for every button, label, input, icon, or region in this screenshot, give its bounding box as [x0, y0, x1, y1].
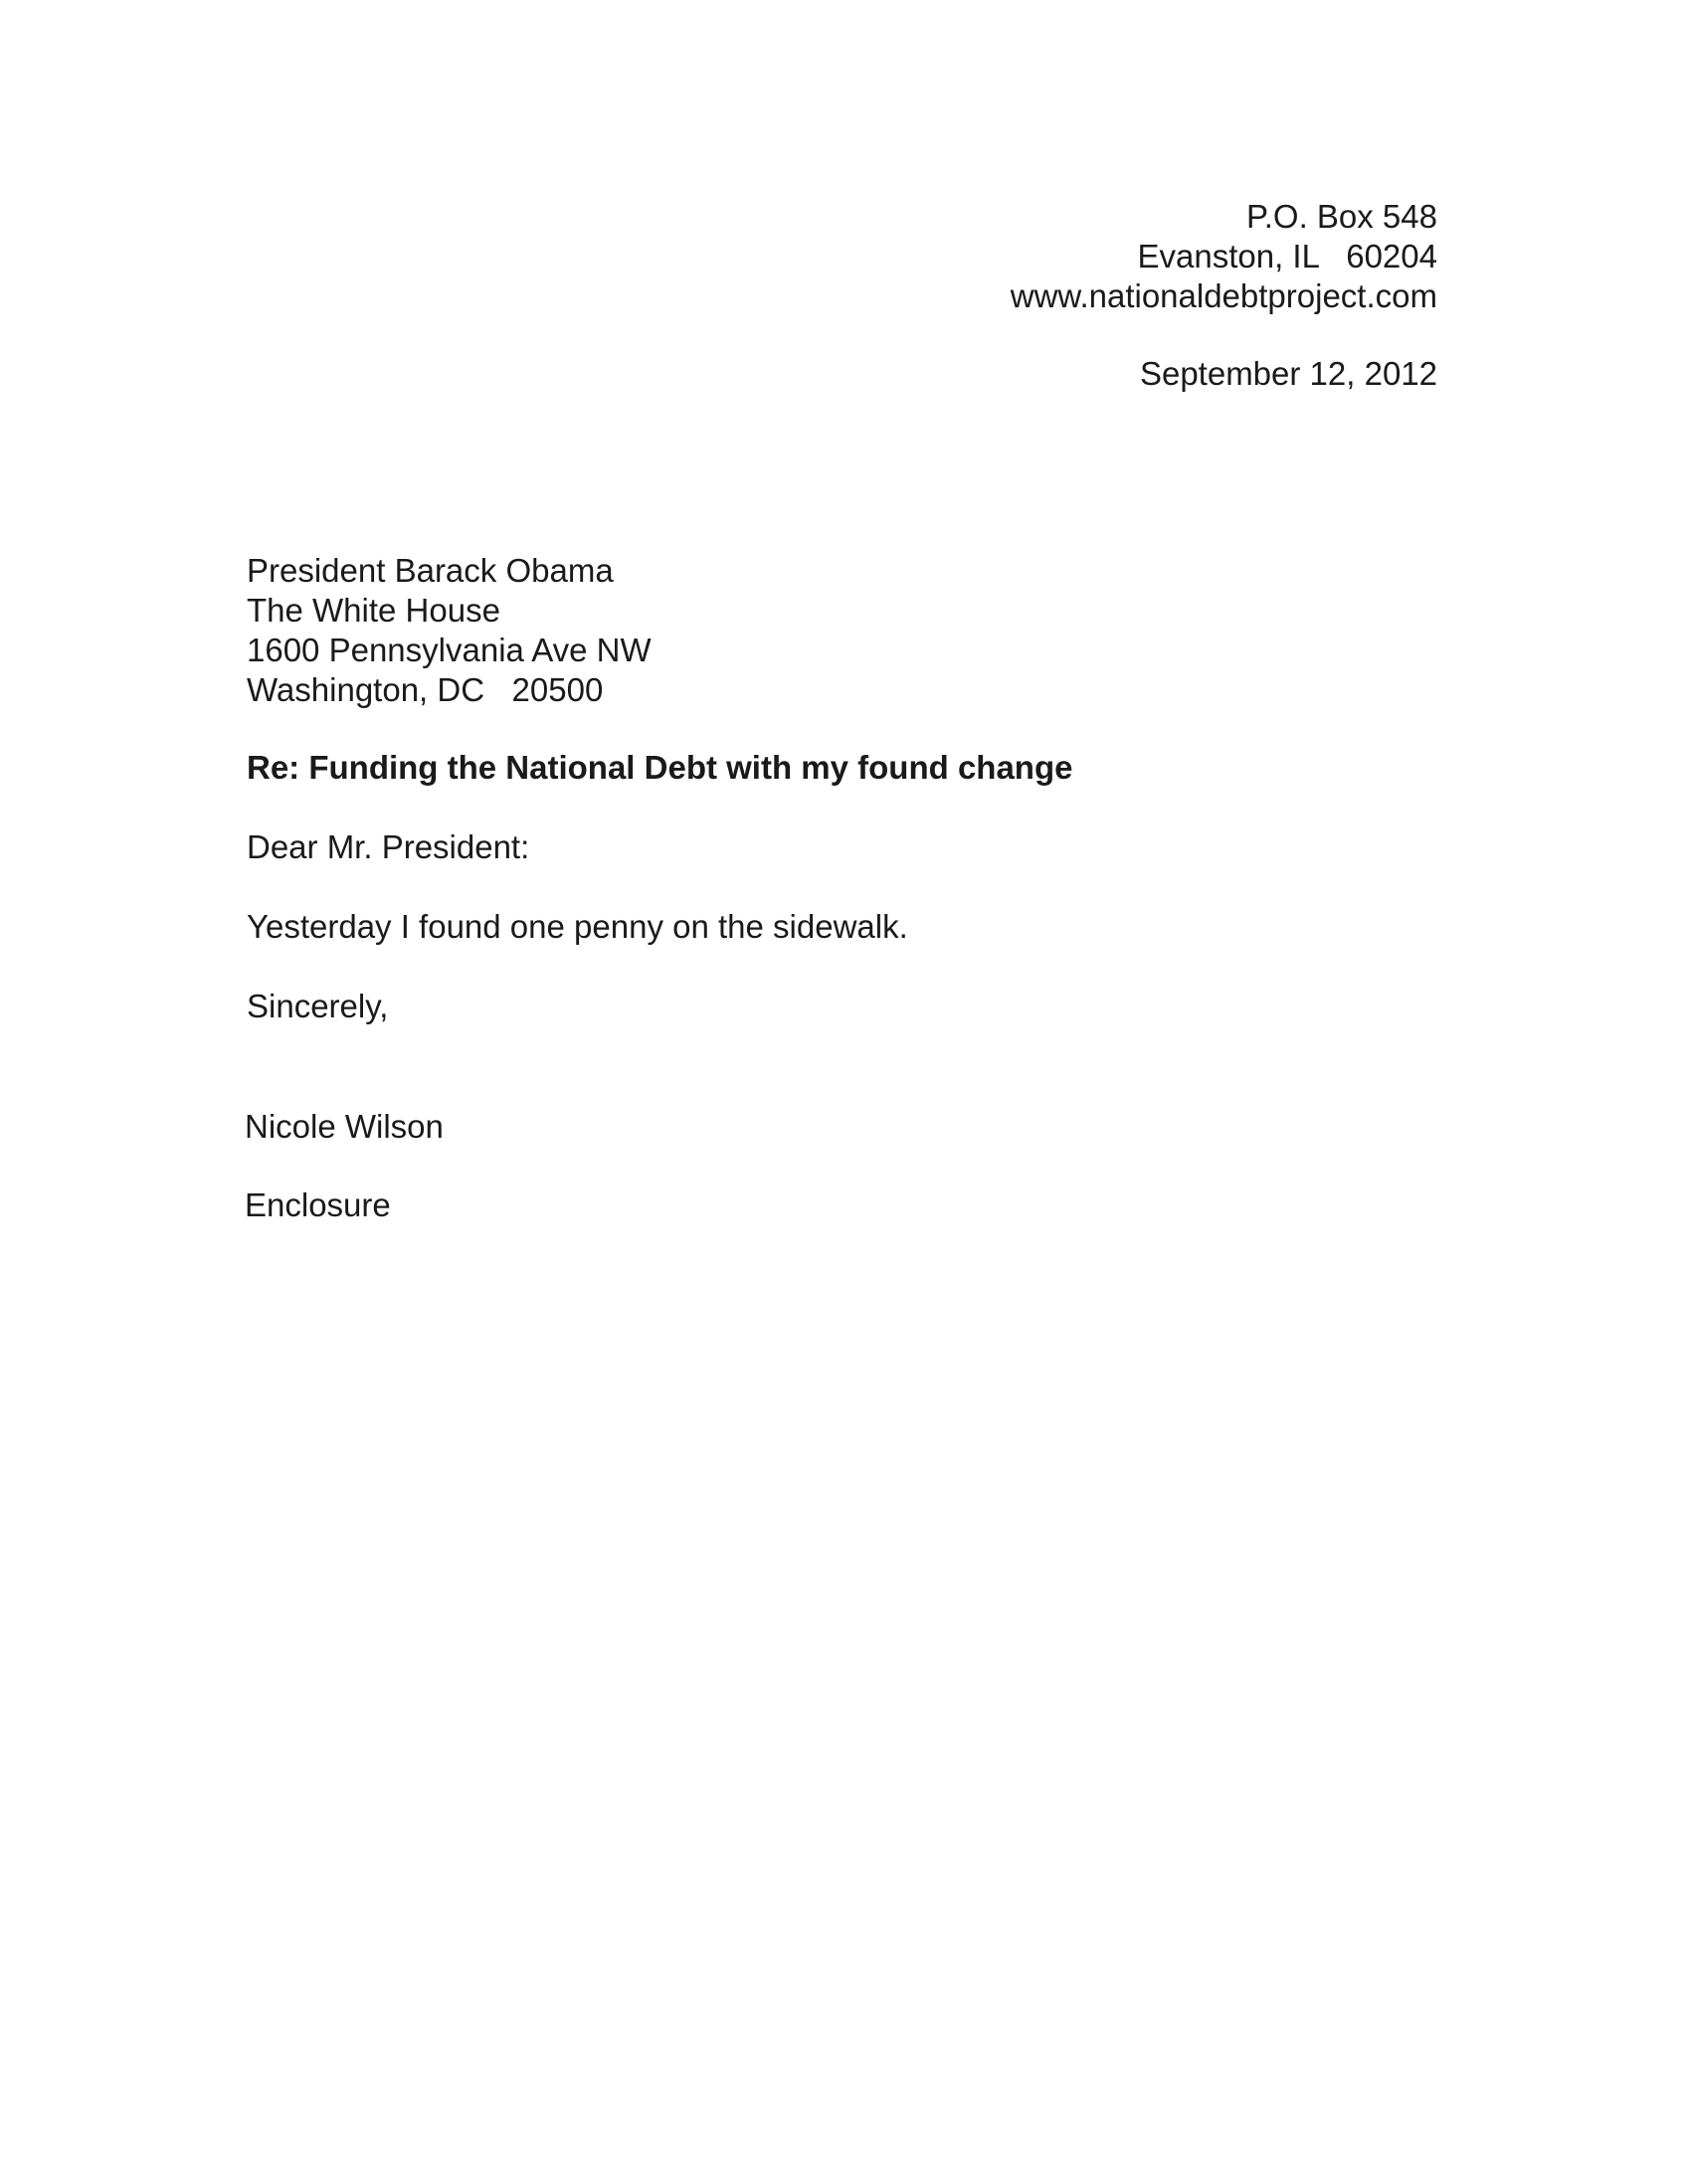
subject-line: Re: Funding the National Debt with my found change: [247, 749, 1073, 786]
closing: Sincerely,: [247, 988, 389, 1024]
enclosure-notation: Enclosure: [245, 1186, 391, 1223]
return-address: [1011, 197, 1437, 316]
recipient-address: [247, 551, 652, 710]
return-address-line-po-box: P.O. Box 548: [1245, 198, 1437, 235]
recipient-organization: The White House: [247, 592, 500, 629]
salutation: Dear Mr. President:: [247, 828, 530, 865]
letter-body: Yesterday I found one penny on the sidewalk.: [247, 908, 908, 945]
return-address-line-city: Evanston, IL 60204: [1137, 238, 1437, 274]
letter-date: September 12, 2012: [1139, 355, 1437, 392]
recipient-name: President Barack Obama: [247, 552, 614, 589]
return-address-line-website: www.nationaldebtproject.com: [1010, 277, 1437, 314]
signature-name: Nicole Wilson: [245, 1108, 444, 1145]
recipient-street: 1600 Pennsylvania Ave NW: [247, 632, 652, 668]
recipient-city: Washington, DC 20500: [247, 671, 604, 708]
